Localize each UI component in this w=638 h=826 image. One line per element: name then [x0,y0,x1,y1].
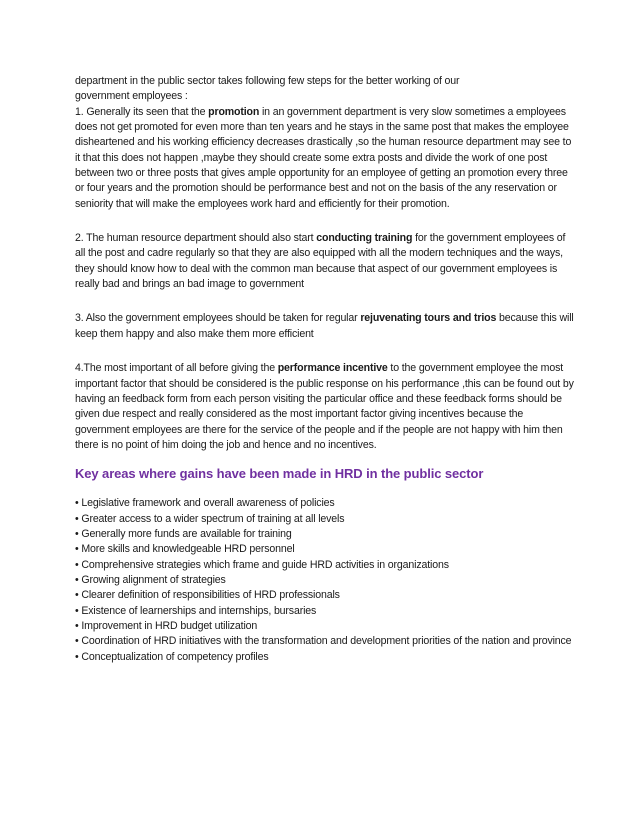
list-item: • Improvement in HRD budget utilization [75,619,258,632]
list-item: • Greater access to a wider spectrum of training at all levels [75,512,345,525]
hrd-gains-list [75,496,575,665]
paragraph-tours [75,311,575,342]
list-item: • Conceptualization of competency profiles [75,650,269,663]
p2-text-before: 2. The human resource department should also start [75,232,317,245]
list-item: • Growing alignment of strategies [75,573,226,586]
list-item: • Coordination of HRD initiatives with the transformation and development priorities of the nation and province [75,635,572,648]
intro-paragraph [75,74,575,105]
list-item: • Comprehensive strategies which frame and guide HRD activities in organizations [75,558,449,571]
list-item: • More skills and knowledgeable HRD personnel [75,543,295,556]
p4-text-before: 4.The most important of all before giving the [75,362,278,375]
list-item: • Legislative framework and overall awareness of policies [75,497,335,510]
paragraph-incentive [75,361,575,453]
intro-line-2: government employees : [75,90,188,103]
list-item: • Clearer definition of responsibilities of HRD professionals [75,589,340,602]
section-heading: Key areas where gains have been made in HRD in the public sector [75,466,484,482]
p2-text-after: for the government employees of all the post and cadre regularly so that they are also equipped with all the modern techniques and the ways, they should know how to deal with the common man because that aspect of our government employees is really bad and brings an bad image to government [75,232,566,291]
p3-text-before: 3. Also the government employees should be taken for regular [75,312,361,325]
p2-bold-term: conducting training [316,232,413,245]
paragraph-training [75,231,575,292]
p3-bold-term: rejuvenating tours and trios [360,312,497,325]
p1-text-after: in an government department is very slow sometimes a employees does not get promoted for even more than ten years and he stays in the same post that makes the employee disheartened and his working efficiency decreases drastically ,so the human resource department may see to it that this does not happen ,maybe they should create some extra posts and divide the work of one post between two or three posts that gives ample opportunity for an employee of getting an promotion every three or four years and the promotion should be performance best and not on the basis of the any reservation or seniority that will make the employees work hard and efficiently for their promotion. [75,105,572,210]
p1-text-before: 1. Generally its seen that the [75,105,209,118]
p4-bold-term: performance incentive [277,362,388,375]
paragraph-promotion [75,105,575,212]
list-item: • Existence of learnerships and internships, bursaries [75,604,317,617]
document-page [75,74,575,665]
list-item: • Generally more funds are available for training [75,527,292,540]
p3-text-after: because this will keep them happy and also make them more efficient [75,312,574,340]
p4-text-after: to the government employee the most important factor that should be considered is the public response on his performance ,this can be found out by having an feedback form from each person visiting the particular office and these feedback forms should be given due respect and really considered as the most important factor giving incentives because the government employees are there for the service of the people and if the people are not happy with him then there is no point of him doing the job and hence and no incentives. [75,362,574,451]
intro-line-1: department in the public sector takes following few steps for the better working of our [75,75,460,87]
p1-bold-term: promotion [208,105,260,118]
